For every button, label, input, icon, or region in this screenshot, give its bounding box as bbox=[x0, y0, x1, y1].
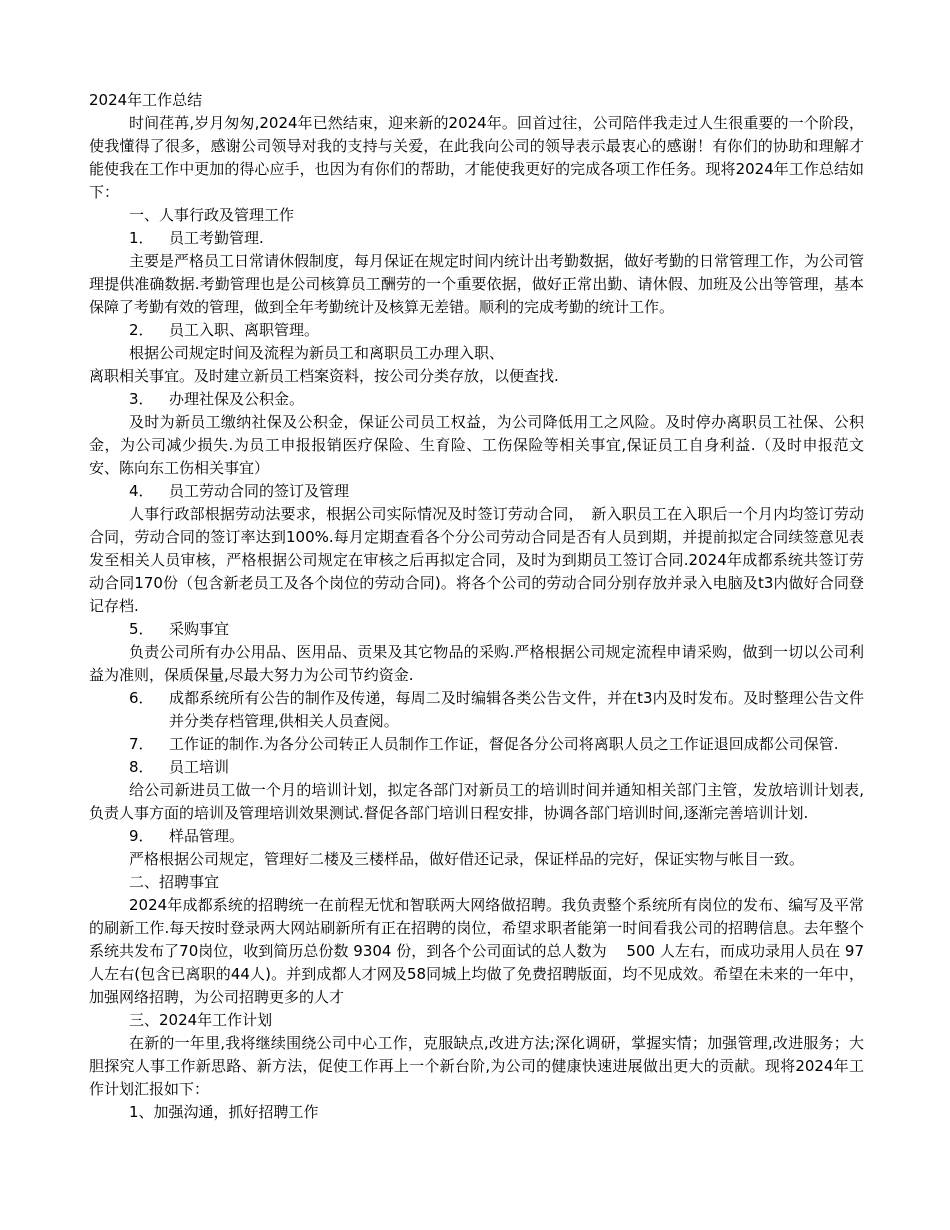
section-1-heading: 一、人事行政及管理工作 bbox=[129, 206, 295, 224]
item-1-paragraph: 主要是严格员工日常请休假制度，每月保证在规定时间内统计出考勤数据，做好考勤的日常管理工作，为公司管理提供准确数据.考勤管理也是公司核算员工酬劳的一个重要依据，做好正常出勤、请休假、加班及公出等管理，基本保障了考勤有效的管理，做到全年考勤统计及核算无差错。顺利的完成考勤的统计工作。 bbox=[89, 252, 865, 316]
item-3-heading bbox=[89, 388, 864, 411]
item-5-paragraph: 负责公司所有办公用品、医用品、贡果及其它物品的采购.严格根据公司规定流程申请采购，做到一切以公司利益为准则，保质保量,尽最大努力为公司节约资金. bbox=[89, 643, 864, 684]
item-2-paragraph-1: 根据公司规定时间及流程为新员工和离职员工办理入职、 bbox=[129, 344, 505, 362]
item-6-text: 成都系统所有公告的制作及传递，每周二及时编辑各类公告文件，并在t3内及时发布。及时整理公告文件并分类存档管理,供相关人员查阅。 bbox=[169, 689, 864, 730]
item-8-heading bbox=[89, 756, 864, 779]
item-number: 6． bbox=[129, 689, 154, 707]
item-number: 2． bbox=[129, 321, 154, 339]
item-title: 办理社保及公积金。 bbox=[169, 390, 305, 408]
item-6 bbox=[89, 687, 864, 733]
item-9-heading bbox=[89, 825, 864, 848]
item-5-heading bbox=[89, 618, 864, 641]
item-title: 员工培训 bbox=[169, 758, 230, 776]
item-number: 9． bbox=[129, 827, 154, 845]
section-3-paragraph: 在新的一年里,我将继续围绕公司中心工作，克服缺点,改进方法;深化调研，掌握实情；加强管理,改进服务；大胆探究人事工作新思路、新方法，促使工作再上一个新台阶,为公司的健康快速进展做出更大的贡献。现将2024年工作计划汇报如下： bbox=[89, 1034, 864, 1098]
item-8-paragraph: 给公司新进员工做一个月的培训计划，拟定各部门对新员工的培训时间并通知相关部门主管，发放培训计划表,负责人事方面的培训及管理培训效果测试.督促各部门培训日程安排，协调各部门培训时间,逐渐完善培训计划. bbox=[89, 781, 864, 822]
item-2-heading bbox=[89, 319, 864, 342]
item-9-paragraph: 严格根据公司规定，管理好二楼及三楼样品，做好借还记录，保证样品的完好，保证实物与帐目一致。 bbox=[129, 850, 805, 868]
item-number: 1． bbox=[129, 229, 154, 247]
intro-paragraph: 时间荏苒,岁月匆匆,2024年已然结束，迎来新的2024年。回首过往，公司陪伴我走过人生很重要的一个阶段，使我懂得了很多，感谢公司领导对我的支持与关爱，在此我向公司的领导表示最衷心的感谢！有你们的协助和理解才能使我在工作中更加的得心应手，也因为有你们的帮助，才能使我更好的完成各项工作任务。现将2024年工作总结如下： bbox=[89, 114, 864, 201]
item-title: 采购事宜 bbox=[169, 620, 230, 638]
item-4-heading bbox=[89, 480, 864, 503]
item-title: 员工劳动合同的签订及管理 bbox=[169, 482, 350, 500]
item-number: 8． bbox=[129, 758, 154, 776]
item-3-paragraph: 及时为新员工缴纳社保及公积金，保证公司员工权益，为公司降低用工之风险。及时停办离职员工社保、公积金，为公司减少损失.为员工申报报销医疗保险、生育险、工伤保险等相关事宜,保证员工自身利益.（及时申报范文安、陈向东工伤相关事宜） bbox=[89, 413, 864, 477]
item-7 bbox=[89, 733, 864, 756]
item-4-paragraph: 人事行政部根据劳动法要求，根据公司实际情况及时签订劳动合同， 新入职员工在入职后一个月内均签订劳动合同，劳动合同的签订率达到100%.每月定期查看各个分公司劳动合同是否有人员到期，并提前拟定合同续签意见表发至相关人员审核，严格根据公司规定在审核之后再拟定合同，及时为到期员工签订合同.2024年成都系统共签订劳动合同170份（包含新老员工及各个岗位的劳动合同)。将各个公司的劳动合同分别存放并录入电脑及t3内做好合同登记存档. bbox=[89, 505, 864, 615]
section-3-heading: 三、2024年工作计划 bbox=[129, 1011, 273, 1029]
document-body bbox=[89, 89, 864, 1124]
section-3-item-1: 1、加强沟通，抓好招聘工作 bbox=[129, 1103, 319, 1121]
section-2-heading: 二、招聘事宜 bbox=[129, 873, 220, 891]
item-number: 7． bbox=[129, 735, 154, 753]
item-title: 员工入职、离职管理。 bbox=[169, 321, 320, 339]
item-title: 样品管理。 bbox=[169, 827, 245, 845]
item-number: 4． bbox=[129, 482, 154, 500]
item-number: 3． bbox=[129, 390, 154, 408]
item-number: 5． bbox=[129, 620, 154, 638]
item-2-paragraph-2: 离职相关事宜。及时建立新员工档案资料，按公司分类存放，以便查找. bbox=[89, 367, 559, 385]
document-title: 2024年工作总结 bbox=[89, 91, 203, 109]
section-2-paragraph: 2024年成都系统的招聘统一在前程无忧和智联两大网络做招聘。我负责整个系统所有岗位的发布、编写及平常的刷新工作.每天按时登录两大网站刷新所有正在招聘的岗位，希望求职者能第一时间看我公司的招聘信息。去年整个系统共发布了70岗位，收到简历总份数 9304 份，到各个公司面试的总人数为 500 人左右，而成功录用人员在 97 人左右(包含已离职的44人)。并到成都人才网及58同城上均做了免费招聘版面，均不见成效。希望在未来的一年中，加强网络招聘，为公司招聘更多的人才 bbox=[89, 896, 864, 1006]
item-title: 员工考勤管理. bbox=[169, 229, 264, 247]
item-7-text: 工作证的制作.为各分公司转正人员制作工作证，督促各分公司将离职人员之工作证退回成都公司保管. bbox=[169, 735, 839, 753]
item-1-heading bbox=[89, 227, 864, 250]
